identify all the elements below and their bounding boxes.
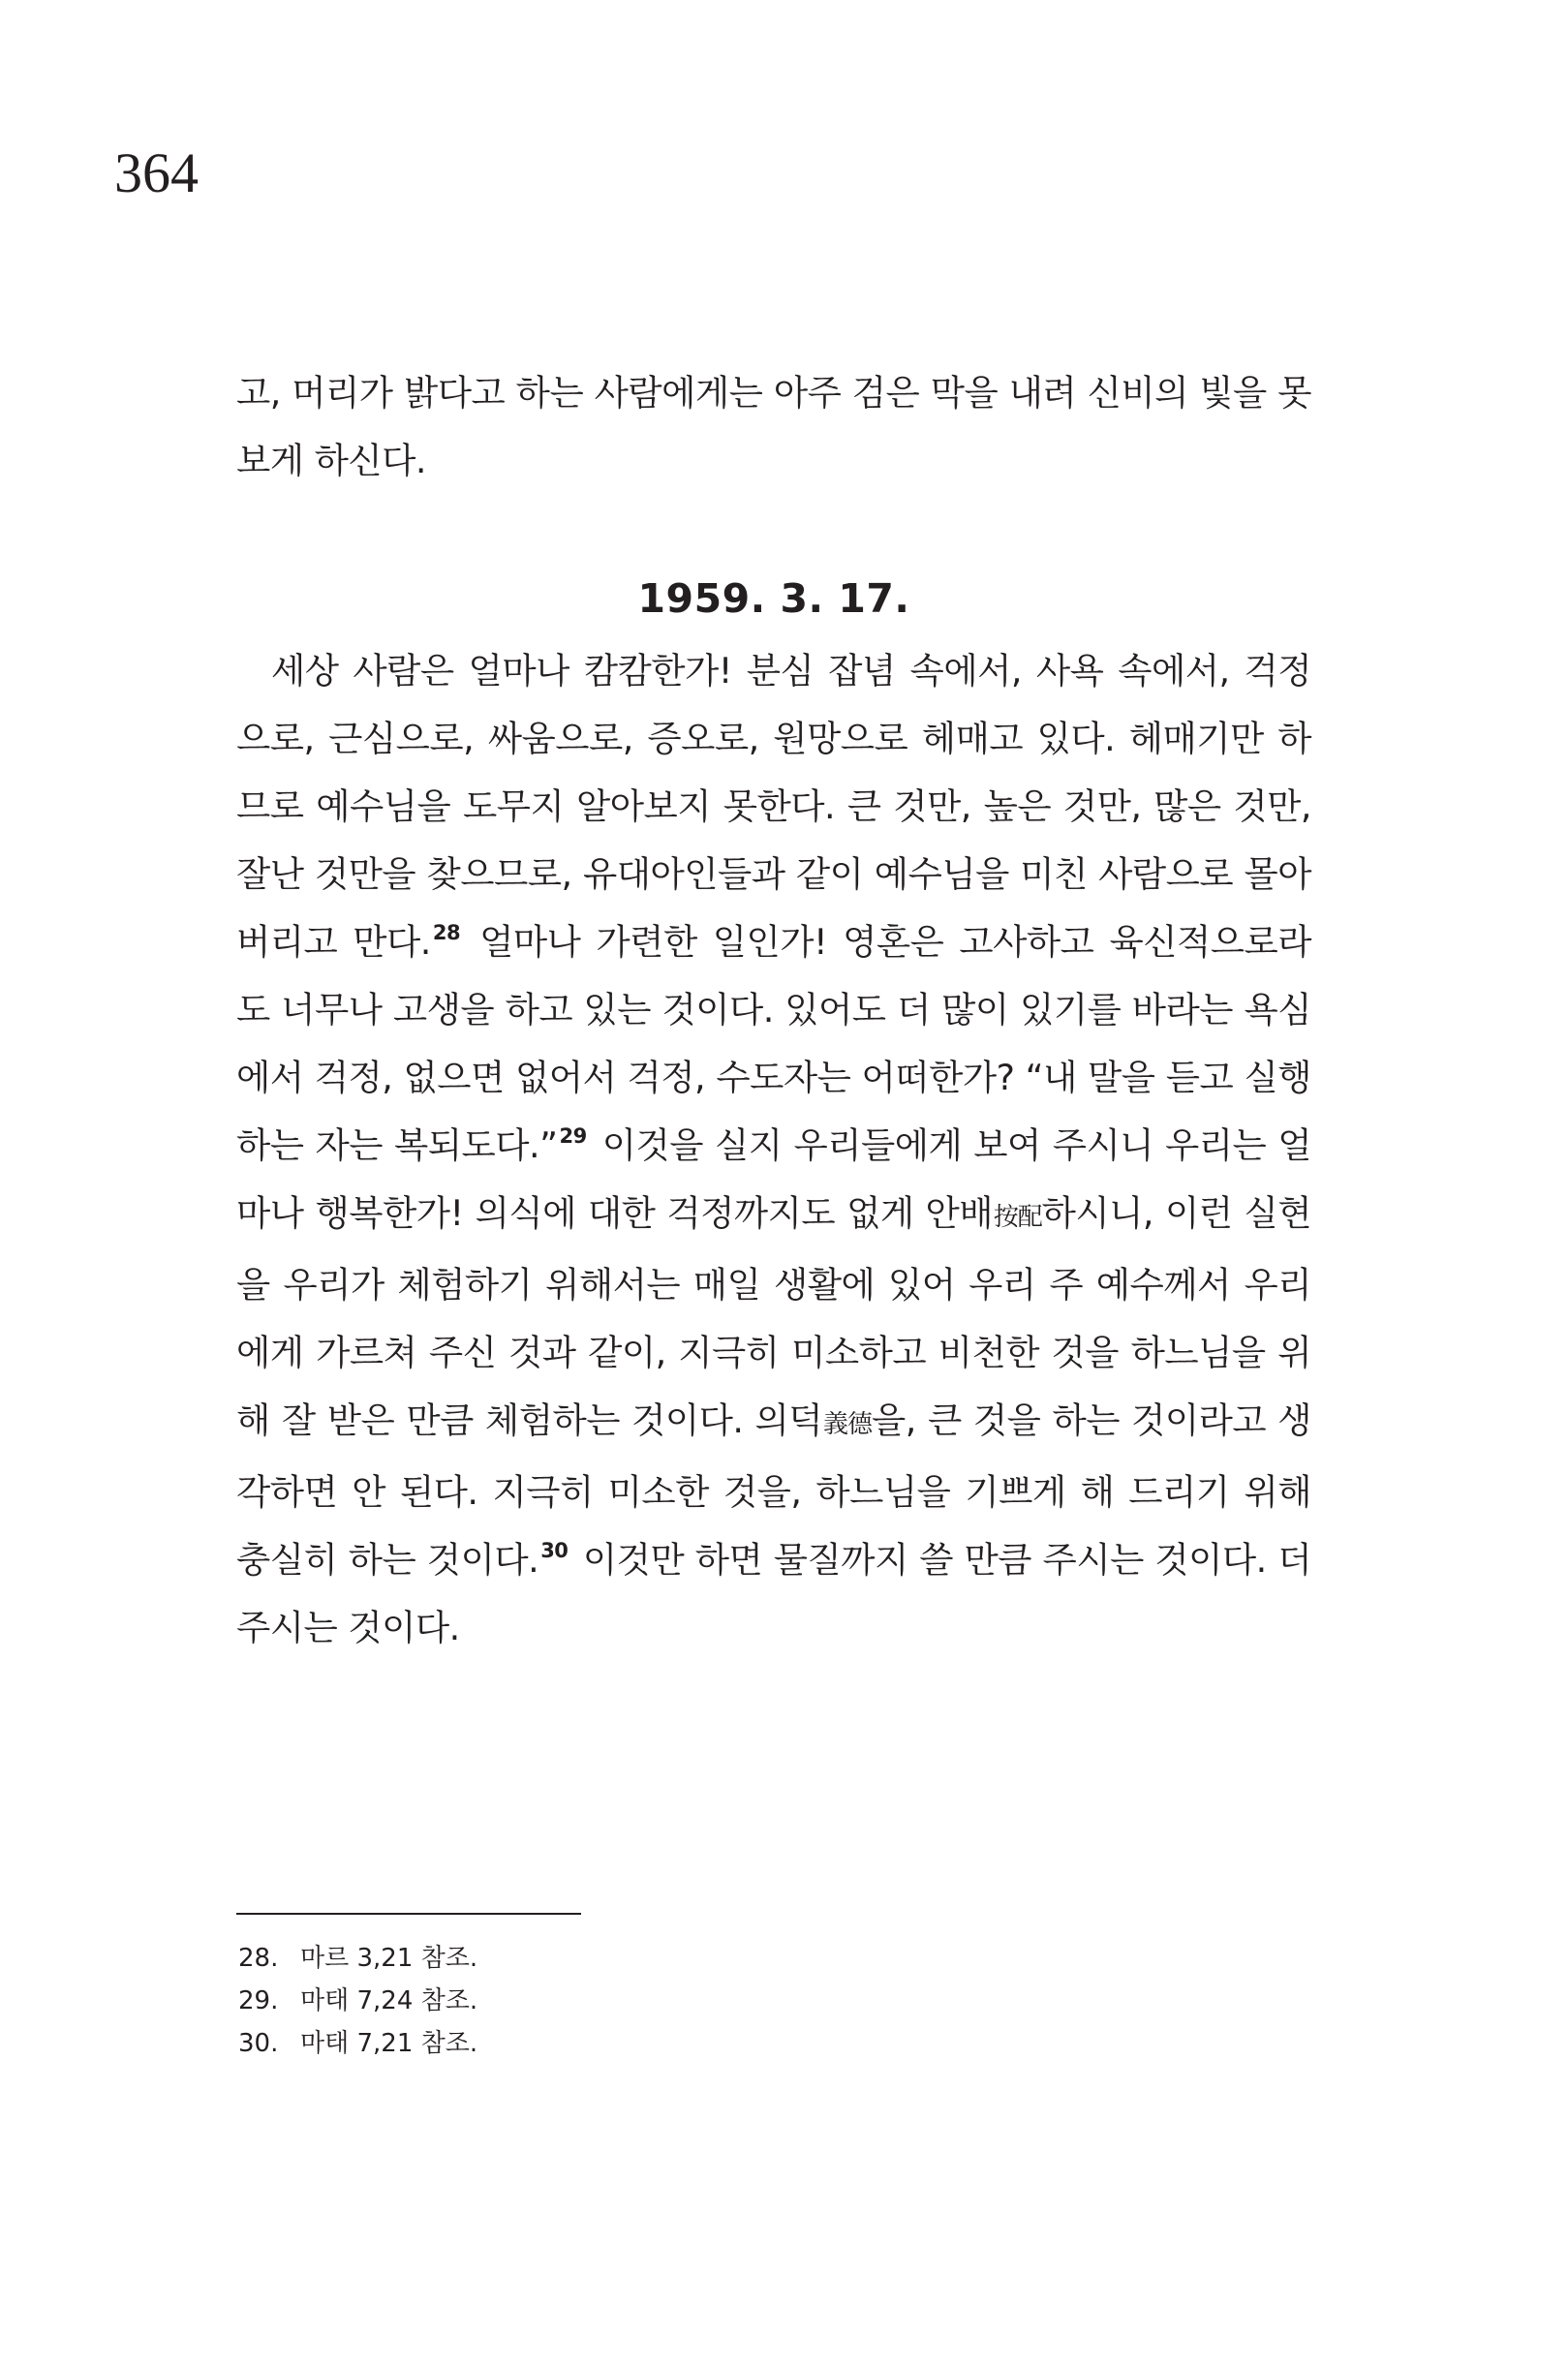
footnote-number: 30.	[238, 2029, 279, 2058]
entry-date-heading: 1959. 3. 17.	[637, 575, 910, 622]
footnote-text: 마르 3,21 참조.	[300, 1944, 478, 1973]
footnote-number: 29.	[238, 1986, 279, 2015]
footnote-number: 28.	[238, 1944, 279, 1973]
entry-text-segment: 세상 사람은 얼마나 캄캄한가! 분심 잡념 속에서, 사욕 속에서, 걱정으로, 근심으로, 싸움으로, 증오로, 원망으로 헤매고 있다. 헤매기만 하므로 예수님을 도무지 알아보지 못한다. 큰 것만, 높은 것만, 많은 것만, 잘난 것만을 찾으므로, 유대아인들과 같이 예수님을 미친 사람으로 몰아 버리고 만다.	[236, 650, 1311, 963]
footnote-text: 마태 7,24 참조.	[300, 1986, 478, 2015]
hanja-annotation: 義德	[822, 1410, 873, 1439]
intro-paragraph	[236, 359, 1311, 495]
entry-text-segment: 이것만 하면 물질까지 쓸 만큼 주시는 것이다. 더 주시는 것이다.	[236, 1539, 1311, 1648]
footnote-ref-30[interactable]: 30	[540, 1539, 569, 1562]
footnote-item	[238, 2022, 477, 2065]
footnote-item	[238, 1937, 477, 1980]
entry-text-segment: 이것을 실지 우리들에게 보여 주시니 우리는 얼마나 행복한가! 의식에 대한 걱정까지도 없게 안배	[236, 1124, 1311, 1234]
footnote-ref-28[interactable]: 28	[432, 921, 461, 944]
entry-text-segment: 을, 큰 것을 하는 것이라고 생각하면 안 된다. 지극히 미소한 것을, 하느님을 기쁘게 해 드리기 위해 충실히 하는 것이다.	[236, 1399, 1311, 1581]
entry-body	[236, 637, 1311, 1662]
entry-paragraph	[236, 637, 1311, 1662]
hanja-annotation: 按配	[993, 1203, 1042, 1232]
entry-text-segment: 하시니, 이런 실현을 우리가 체험하기 위해서는 매일 생활에 있어 우리 주 예수께서 우리에게 가르쳐 주신 것과 같이, 지극히 미소하고 비천한 것을 하느님을 위해 잘 받은 만큼 체험하는 것이다. 의덕	[236, 1192, 1311, 1441]
footnote-text: 마태 7,21 참조.	[300, 2029, 478, 2058]
footnote-ref-29[interactable]: 29	[559, 1124, 587, 1148]
entry-text-segment: 얼마나 가련한 일인가! 영혼은 고사하고 육신적으로라도 너무나 고생을 하고 있는 것이다. 있어도 더 많이 있기를 바라는 욕심에서 걱정, 없으면 없어서 걱정, 수도자는 어떠한가? “내 말을 듣고 실행하는 자는 복되도다.”	[236, 921, 1311, 1166]
page-number: 364	[114, 141, 199, 204]
footnotes-list	[238, 1937, 477, 2065]
footnote-divider	[236, 1913, 581, 1915]
intro-text: 고, 머리가 밝다고 하는 사람에게는 아주 검은 막을 내려 신비의 빛을 못 보게 하신다.	[236, 372, 1311, 481]
footnote-item	[238, 1980, 477, 2022]
